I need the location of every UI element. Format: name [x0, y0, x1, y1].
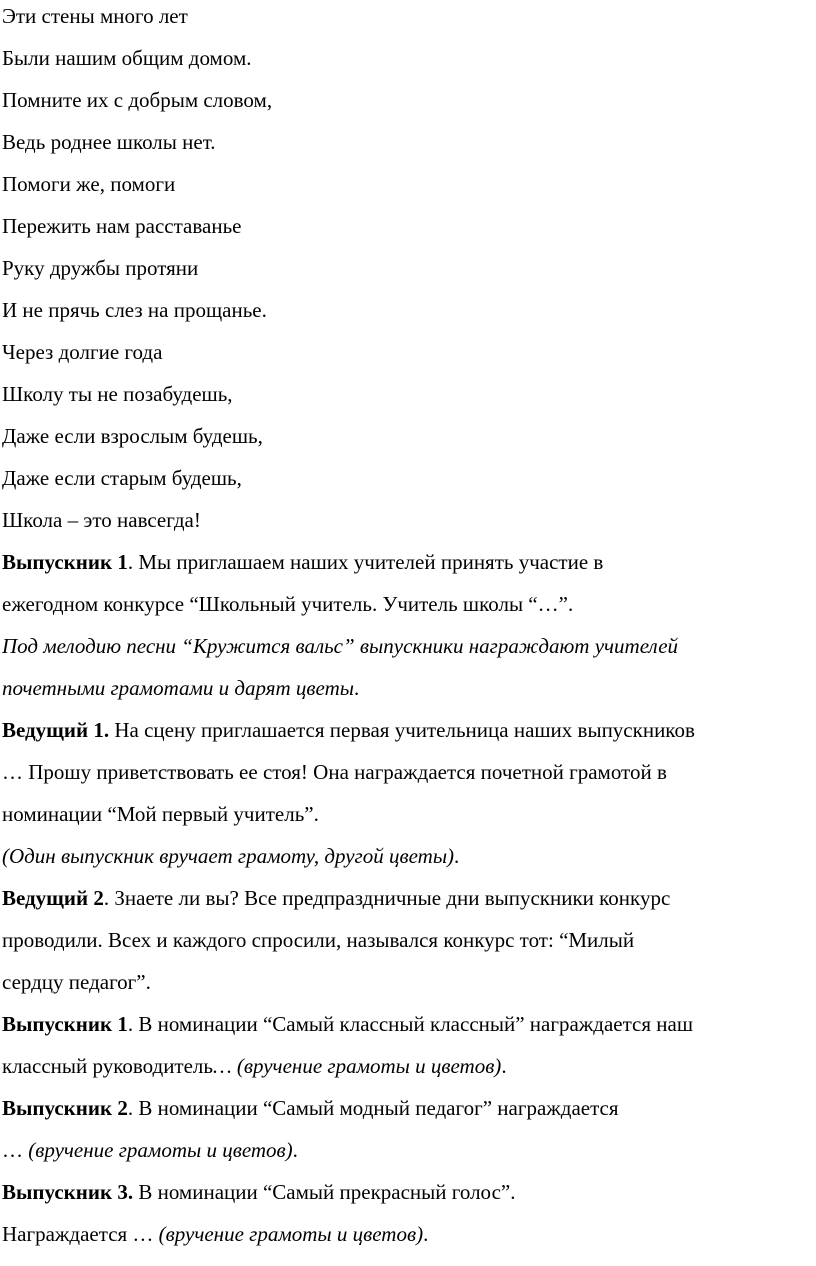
poem-line: Даже если взрослым будешь,: [2, 424, 263, 448]
poem-line: Школу ты не позабудешь,: [2, 382, 233, 406]
stage-direction-text: (вручение грамоты и цветов): [158, 1222, 424, 1246]
poem-line: Эти стены много лет: [2, 4, 188, 28]
poem-line: Помните их с добрым словом,: [2, 88, 273, 112]
paragraph-line: [2, 548, 812, 576]
paragraph-text: Награждается …: [2, 1222, 159, 1246]
speaker-name: Выпускник 1: [2, 1012, 128, 1036]
paragraph-text: . В номинации “Самый классный классный” награждается наш: [127, 1012, 694, 1036]
stage-direction: [2, 632, 812, 660]
paragraph-text: В номинации “Самый прекрасный голос”.: [133, 1180, 516, 1204]
speaker-name: Выпускник 1: [2, 550, 128, 574]
punctuation: .: [423, 1222, 429, 1246]
speaker-name: Выпускник 2: [2, 1096, 128, 1120]
poem-line: Ведь роднее школы нет.: [2, 130, 216, 154]
stage-direction-text: … (вручение грамоты и цветов): [212, 1054, 502, 1078]
paragraph-line: [2, 1052, 812, 1080]
paragraph-line: … Прошу приветствовать ее стоя! Она награждается почетной грамотой в: [2, 760, 667, 784]
paragraph-text: . Мы приглашаем наших учителей принять участие в: [127, 550, 604, 574]
poem-line: Через долгие года: [2, 340, 163, 364]
paragraph-text: классный руководитель: [2, 1054, 213, 1078]
paragraph-line: [2, 1136, 812, 1164]
poem-line: Помоги же, помоги: [2, 172, 176, 196]
stage-direction-text: (Один выпускник вручает грамоту, другой цветы): [2, 844, 455, 868]
poem-line: Были нашим общим домом.: [2, 46, 252, 70]
paragraph-line: [2, 884, 812, 912]
speaker-name: Ведущий 2: [2, 886, 104, 910]
paragraph-line: проводили. Всех и каждого спросили, назывался конкурс тот: “Милый: [2, 928, 635, 952]
paragraph-text: …: [2, 1138, 29, 1162]
paragraph-text: . В номинации “Самый модный педагог” награждается: [127, 1096, 619, 1120]
poem-line: Даже если старым будешь,: [2, 466, 242, 490]
poem-line: Школа – это навсегда!: [2, 508, 201, 532]
paragraph-line: [2, 1178, 812, 1206]
speaker-name: Ведущий 1.: [2, 718, 110, 742]
punctuation: .: [292, 1138, 298, 1162]
poem-line: Пережить нам расставанье: [2, 214, 242, 238]
paragraph-line: номинации “Мой первый учитель”.: [2, 802, 319, 826]
paragraph-line: [2, 1220, 812, 1248]
stage-direction-text: Под мелодию песни “Кружится вальс” выпускники награждают учителей: [2, 634, 679, 658]
stage-direction-text: (вручение грамоты и цветов): [28, 1138, 293, 1162]
punctuation: .: [501, 1054, 507, 1078]
paragraph-line: ежегодном конкурсе “Школьный учитель. Учитель школы “…”.: [2, 592, 574, 616]
paragraph-text: . Знаете ли вы? Все предпраздничные дни выпускники конкурс: [103, 886, 671, 910]
punctuation: .: [353, 676, 360, 700]
paragraph-line: [2, 1010, 812, 1038]
punctuation: .: [454, 844, 460, 868]
paragraph-text: На сцену приглашается первая учительница наших выпускников: [109, 718, 695, 742]
poem-line: Руку дружбы протяни: [2, 256, 199, 280]
speaker-name: Выпускник 3.: [2, 1180, 134, 1204]
paragraph-line: [2, 716, 812, 744]
stage-direction: [2, 842, 812, 870]
stage-direction: [2, 674, 812, 702]
poem-line: И не прячь слез на прощанье.: [2, 298, 267, 322]
paragraph-line: [2, 1094, 812, 1122]
paragraph-line: сердцу педагог”.: [2, 970, 151, 994]
stage-direction-text: почетными грамотами и дарят цветы: [2, 676, 354, 700]
